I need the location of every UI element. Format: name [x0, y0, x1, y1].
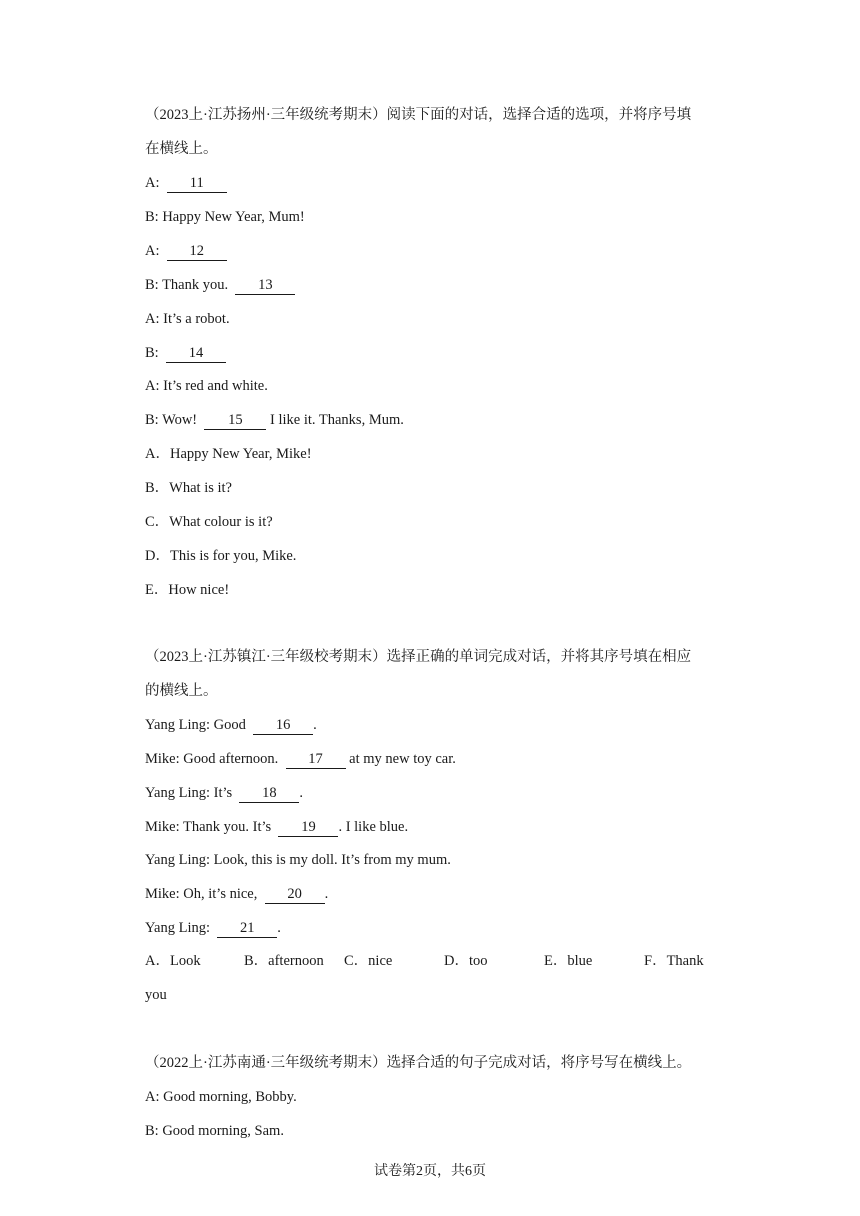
dialogue-line: A: 12 [145, 241, 227, 261]
answer-blank[interactable]: 14 [166, 345, 226, 363]
dialogue-line: A: Good morning, Bobby. [145, 1089, 297, 1105]
section2-header-line1: （2023上·江苏镇江·三年级校考期末）选择正确的单词完成对话，并将其序号填在相应 [145, 649, 692, 665]
dialogue-line: B: Thank you. 13 [145, 275, 295, 295]
dialogue-line: A: It’s red and white. [145, 378, 268, 394]
dialogue-line: A: It’s a robot. [145, 311, 230, 327]
option-b: B．What is it? [145, 480, 232, 496]
dialogue-line: B: Happy New Year, Mum! [145, 209, 305, 225]
dialogue-line: Yang Ling: 21 . [145, 920, 281, 936]
answer-blank[interactable]: 11 [167, 175, 227, 193]
section1-header-line1: （2023上·江苏扬州·三年级统考期末）阅读下面的对话，选择合适的选项，并将序号填 [145, 107, 692, 123]
word-option-d: D．too [444, 953, 488, 969]
section2-header-line2: 的横线上。 [145, 683, 218, 699]
dialogue-line: Yang Ling: It’s 18 . [145, 785, 304, 801]
dialogue-line: Mike: Thank you. It’s 19 . I like blue. [145, 819, 409, 835]
answer-blank[interactable]: 21 [217, 920, 277, 938]
word-option-b: B．afternoon [244, 953, 324, 969]
word-option-f-wrap: you [145, 987, 167, 1003]
page-footer: 试卷第2页，共6页 [374, 1164, 486, 1179]
dialogue-line: Mike: Good afternoon. 17 at my new toy car. [145, 751, 456, 767]
word-option-f: F．Thank [644, 953, 704, 969]
option-d: D．This is for you, Mike. [145, 548, 297, 564]
dialogue-line: Mike: Oh, it’s nice, 20 . [145, 886, 329, 902]
answer-blank[interactable]: 17 [286, 751, 346, 769]
dialogue-line: B: Wow! 15 I like it. Thanks, Mum. [145, 412, 404, 428]
section3-header-line1: （2022上·江苏南通·三年级统考期末）选择合适的句子完成对话，将序号写在横线上。 [145, 1055, 692, 1071]
section1-header-line2: 在横线上。 [145, 141, 218, 157]
dialogue-line: B: Good morning, Sam. [145, 1123, 284, 1139]
answer-blank[interactable]: 13 [235, 277, 295, 295]
answer-blank[interactable]: 16 [253, 717, 313, 735]
answer-blank[interactable]: 19 [278, 819, 338, 837]
option-c: C．What colour is it? [145, 514, 273, 530]
word-option-e: E．blue [544, 953, 593, 969]
answer-blank[interactable]: 12 [167, 243, 227, 261]
answer-blank[interactable]: 15 [204, 412, 266, 430]
dialogue-line: Yang Ling: Good 16 . [145, 717, 317, 733]
dialogue-line: Yang Ling: Look, this is my doll. It’s from my mum. [145, 852, 451, 868]
option-a: A．Happy New Year, Mike! [145, 446, 312, 462]
word-option-a: A．Look [145, 953, 201, 969]
option-e: E．How nice! [145, 582, 230, 598]
answer-blank[interactable]: 18 [239, 785, 299, 803]
answer-blank[interactable]: 20 [265, 886, 325, 904]
dialogue-line: B: 14 [145, 343, 226, 363]
dialogue-line: A: 11 [145, 173, 227, 193]
word-option-c: C．nice [344, 953, 393, 969]
